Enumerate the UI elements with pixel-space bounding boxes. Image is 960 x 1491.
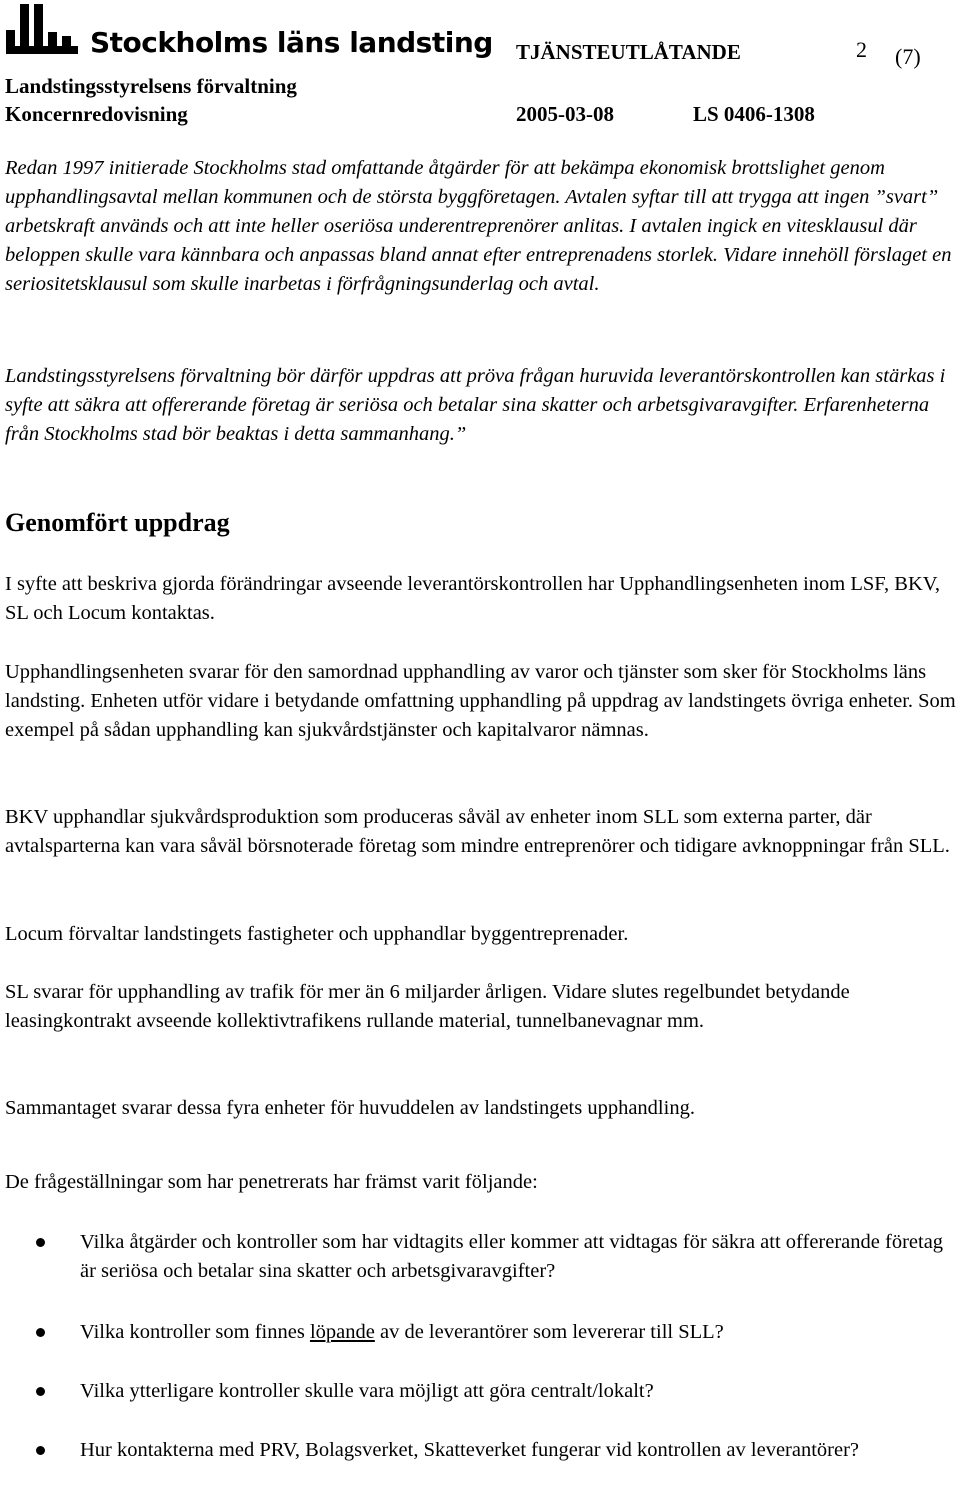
list-item-text: Vilka ytterligare kontroller skulle vara möjligt att göra centralt/lokalt?	[80, 1380, 654, 1402]
reference-number: LS 0406-1308	[693, 102, 815, 126]
underlined-word: löpande	[309, 1321, 375, 1343]
logo-text: Stockholms läns landsting	[90, 26, 493, 59]
page-number: 2	[856, 37, 867, 62]
paragraph-scope: I syfte att beskriva gjorda förändringar avseende leverantörskontrollen har Upphandlingsenheten inom LSF, BKV, SL och Locum kontaktas.	[5, 573, 941, 624]
paragraph-locum: Locum förvaltar landstingets fastigheter och upphandlar byggentreprenader.	[5, 923, 629, 945]
list-item-text: Vilka åtgärder och kontroller som har vidtagits eller kommer att vidtagas för säkra att offererande företag är seriösa och betalar sina skatter och arbetsgivaravgifter?	[80, 1231, 944, 1282]
section-heading: Genomfört uppdrag	[5, 508, 230, 537]
paragraph-questions-intro: De frågeställningar som har penetrerats har främst varit följande:	[5, 1171, 538, 1193]
bullet-icon	[36, 1446, 45, 1455]
paragraph-upphandlingsenheten: Upphandlingsenheten svarar för den samordnad upphandling av varor och tjänster som sker för Stockholms läns landsting. Enheten utför vidare i betydande omfattning upphandling på uppdrag av landstingets övriga enheter. Som exempel på sådan upphandling kan sjukvårdstjänster och kapitalvaror nämnas.	[5, 661, 956, 741]
page-total: (7)	[895, 44, 921, 69]
list-item-text	[80, 1318, 956, 1347]
list-item-text-end: av de leverantörer som levererar till SLL?	[379, 1321, 724, 1343]
intro-paragraph-2: Landstingsstyrelsens förvaltning bör därför uppdras att pröva frågan huruvida leverantörskontrollen kan stärkas i syfte att säkra att offererande företag är seriösa och betalar sina skatter och arbetsgivaravgifter. Erfarenheterna från Stockholms stad bör beaktas i detta sammanhang.”	[5, 365, 946, 445]
bullet-icon	[36, 1328, 45, 1337]
bullet-icon	[36, 1238, 45, 1247]
sll-logo-icon	[6, 2, 86, 62]
paragraph-bkv: BKV upphandlar sjukvårdsproduktion som produceras såväl av enheter inom SLL som externa parter, där avtalsparterna kan vara såväl börsnoterade företag som mindre entreprenörer och tidigare avknoppningar från SLL.	[5, 806, 950, 857]
department: Koncernredovisning	[5, 102, 188, 126]
list-item-text-start: Vilka kontroller som finnes	[80, 1321, 305, 1343]
paragraph-summary: Sammantaget svarar dessa fyra enheter för huvuddelen av landstingets upphandling.	[5, 1097, 695, 1119]
paragraph-sl: SL svarar för upphandling av trafik för mer än 6 miljarder årligen. Vidare slutes regelbundet betydande leasingkontrakt avseende kollektivtrafikens rullande material, tunnelbanevagnar mm.	[5, 981, 850, 1032]
organization: Landstingsstyrelsens förvaltning	[5, 74, 297, 98]
document-type: TJÄNSTEUTLÅTANDE	[516, 40, 741, 64]
intro-paragraph-1: Redan 1997 initierade Stockholms stad omfattande åtgärder för att bekämpa ekonomisk brottslighet genom upphandlingsavtal mellan kommunen och de största byggföretagen. Avtalen syftar till att trygga att ingen ”svart” arbetskraft används och att inte heller oseriösa underentreprenörer anlitas. I avtalen ingick en vitesklausul där beloppen skulle vara kännbara och anpassas bland annat efter entreprenadens storlek. Vidare innehöll förslaget en seriositetsklausul som skulle inarbetas i förfrågningsunderlag och avtal.	[5, 157, 952, 295]
sll-logo	[6, 2, 493, 64]
document-date: 2005-03-08	[516, 102, 614, 126]
list-item-text: Hur kontakterna med PRV, Bolagsverket, Skatteverket fungerar vid kontrollen av leverantörer?	[80, 1439, 860, 1461]
bullet-icon	[36, 1387, 45, 1396]
